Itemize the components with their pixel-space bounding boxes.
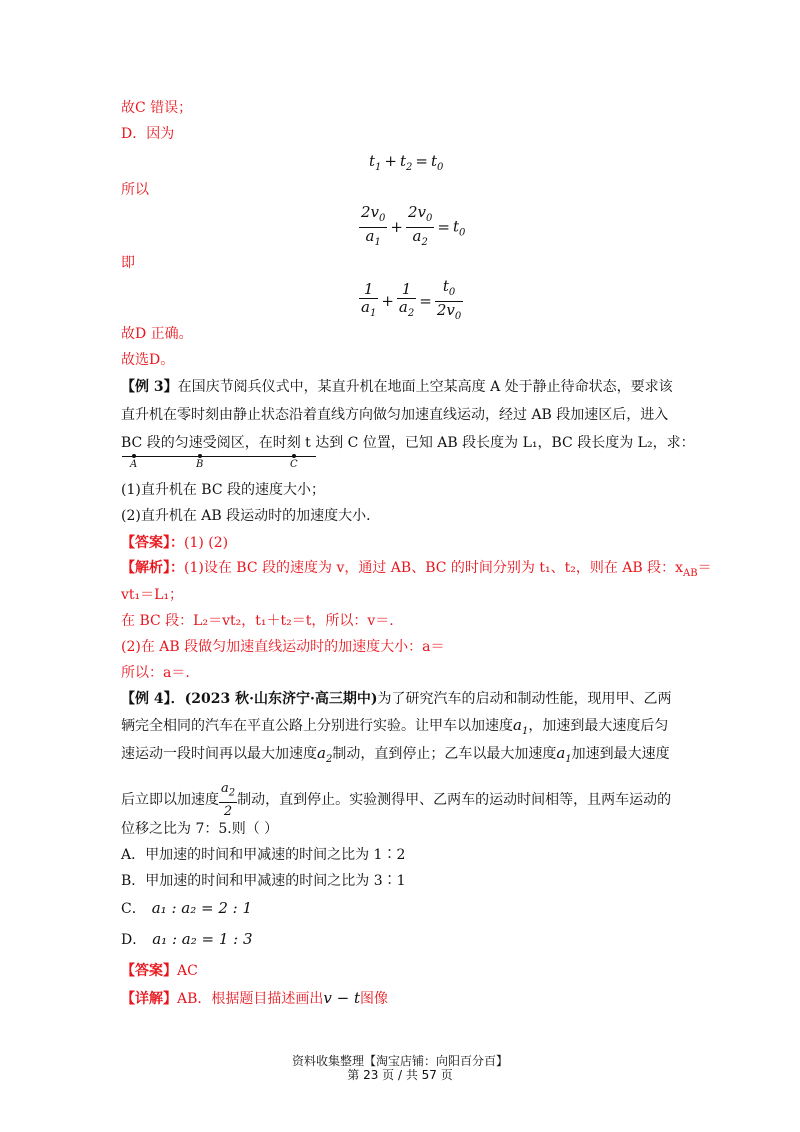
example3-line1: 【例 3】在国庆节阅兵仪式中，某直升机在地面上空某高度 A 处于静止待命状态，要求该 <box>121 379 673 395</box>
example3-line2: 直升机在零时刻由静止状态沿着直线方向做匀加速直线运动，经过 AB 段加速区后，进入 <box>121 407 669 423</box>
text-so: 所以 <box>121 182 149 198</box>
point-b <box>198 454 202 458</box>
example3-answer: 【答案】：(1) (2) <box>121 535 229 551</box>
equation-t-sum: $t_1 + t_2 = t_0$ <box>369 152 444 173</box>
option-d: D． a₁ : a₂ = 1 : 3 <box>121 930 253 948</box>
label-a: A <box>130 459 138 470</box>
point-a <box>132 454 136 458</box>
point-c <box>292 454 296 458</box>
text-choose-d: 故选D。 <box>121 352 175 368</box>
example3-solution-line2: vt₁＝L₁； <box>121 587 184 603</box>
footer-source: 资料收集整理【淘宝店铺：向阳百分百】 <box>291 1054 508 1068</box>
text-d-because: D．因为 <box>121 126 175 142</box>
equation-reciprocal-sum: $\frac{1}{a_1}$ + $\frac{1}{a_2}$ = $\frac{t_0}{2v_0}$ <box>361 277 462 322</box>
option-a: A．甲加速的时间和甲减速的时间之比为 1∶2 <box>121 847 406 863</box>
example3-solution-line4: (2)在 AB 段做匀加速直线运动时的加速度大小：a＝ <box>121 639 445 655</box>
example4-line3: 速运动一段时间再以最大加速度$a_2$制动，直到停止；乙车以最大加速度$a_1$加速到最大速度 <box>121 744 670 765</box>
equation-velocity-sum: $\frac{2v_0}{a_1}$ + $\frac{2v_0}{a_2}$ = $t_0$ <box>361 203 466 248</box>
question-2: (2)直升机在 AB 段运动时的加速度大小． <box>121 508 381 524</box>
example4-line1: 【例 4】．(2023 秋·山东济宁·高三期中)为了研究汽车的启动和制动性能，现用甲、乙两 <box>121 691 672 707</box>
text-d-correct: 故D 正确。 <box>121 326 193 342</box>
example3-solution-line1: 【解析】：(1)设在 BC 段的速度为 v，通过 AB、BC 的时间分别为 t₁、t₂，则在 AB 段：$x_{AB}=$ <box>121 560 712 579</box>
example3-line3: BC 段的匀速受阅区，在时刻 t 达到 C 位置，已知 AB 段长度为 L₁，BC 段长度为 L₂，求： <box>121 435 695 451</box>
example4-detail: 【详解】AB．根据题目描述画出v − t图像 <box>121 989 389 1007</box>
example3-solution-line5: 所以：a＝. <box>121 665 190 681</box>
diagram-line <box>122 456 316 457</box>
example3-solution-line3: 在 BC 段：L₂＝vt₂，t₁＋t₂＝t，所以：v＝. <box>121 613 394 629</box>
example4-line2: 辆完全相同的汽车在平直公路上分别进行实验。让甲车以加速度$a_1$，加速到最大速度后匀 <box>121 716 669 737</box>
question-1: (1)直升机在 BC 段的速度大小； <box>121 482 325 498</box>
example4-line5: 位移之比为 7：5.则（ ） <box>121 821 279 837</box>
option-c: C． a₁ : a₂ = 2 : 1 <box>121 899 253 917</box>
footer-page-number: 第 23 页 / 共 57 页 <box>347 1068 453 1082</box>
option-b: B．甲加速的时间和甲减速的时间之比为 3∶1 <box>121 873 406 889</box>
label-c: C <box>290 459 298 470</box>
label-b: B <box>196 459 204 470</box>
example4-line4: 后立即以加速度 $\frac{a_2}{2}$ 制动，直到停止。实验测得甲、乙两车的运动时间相等，且两车运动的 <box>121 781 672 819</box>
text-namely: 即 <box>121 255 135 271</box>
example4-answer: 【答案】AC <box>121 963 198 979</box>
text-c-wrong: 故C 错误； <box>121 100 193 116</box>
